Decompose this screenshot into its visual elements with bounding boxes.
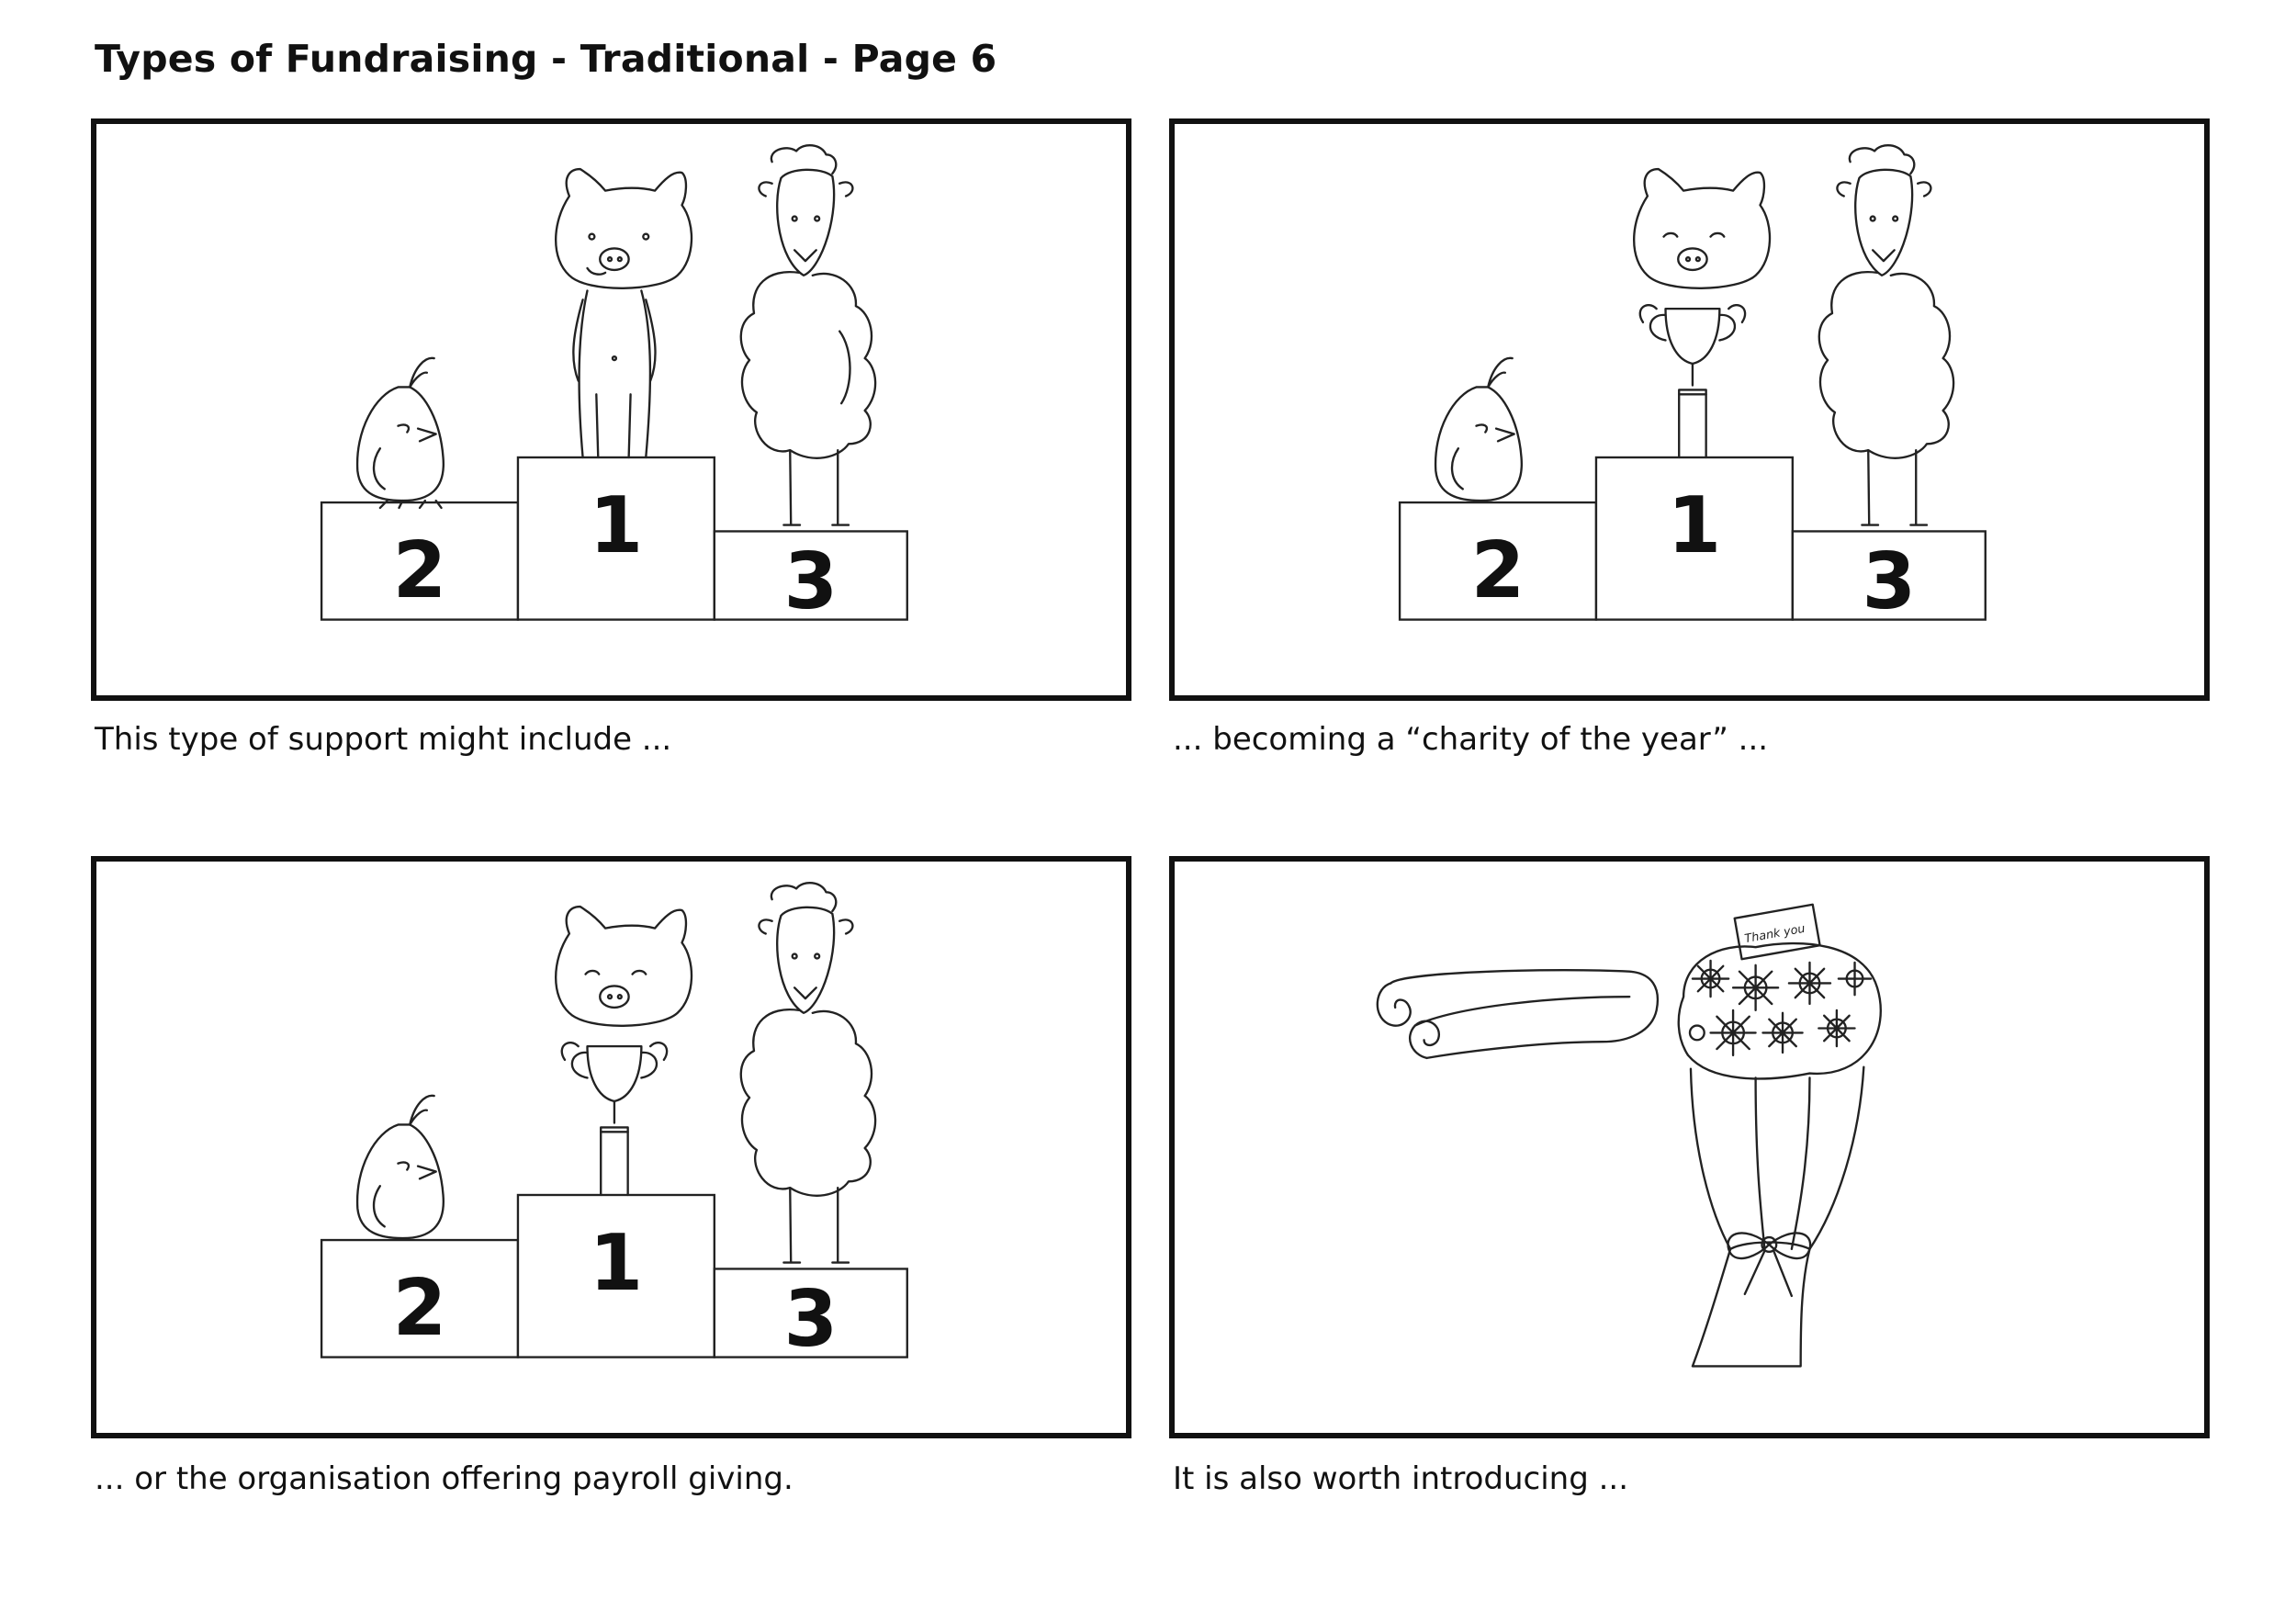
podium-trophy-illustration	[96, 862, 1126, 1433]
storyboard-panel-4	[1169, 856, 2210, 1438]
podium-number-3: 3	[783, 535, 838, 626]
pig-icon	[556, 169, 692, 457]
scroll-and-bouquet-illustration	[1175, 862, 2204, 1433]
storyboard-panel-2	[1169, 118, 2210, 701]
thank-you-card-text: Thank you	[1743, 921, 1806, 947]
chick-icon	[357, 1096, 444, 1238]
podium-number-2: 2	[392, 1263, 447, 1354]
pig-with-trophy-icon	[1634, 169, 1770, 457]
chick-icon	[357, 358, 444, 508]
podium-number-3: 3	[1862, 535, 1917, 626]
podium-number-1: 1	[1667, 480, 1722, 571]
podium-illustration	[96, 124, 1126, 695]
storyboard-panel-3	[91, 856, 1131, 1438]
podium-number-2: 2	[392, 525, 447, 616]
podium-number-1: 1	[589, 480, 644, 571]
chick-icon	[1435, 358, 1522, 501]
podium-number-3: 3	[783, 1273, 838, 1364]
bouquet-icon	[1679, 905, 1881, 1367]
podium-number-2: 2	[1470, 525, 1525, 616]
sheep-icon	[741, 883, 875, 1262]
scroll-icon	[1378, 970, 1658, 1058]
panel-1-caption: This type of support might include ...	[95, 721, 672, 758]
page-title: Types of Fundraising - Traditional - Page 6	[95, 37, 997, 81]
sheep-icon	[741, 145, 875, 524]
flower-cluster	[1679, 943, 1881, 1078]
storyboard-panel-1	[91, 118, 1131, 701]
panel-3-caption: ... or the organisation offering payroll giving.	[95, 1460, 793, 1497]
sheep-icon	[1819, 145, 1953, 524]
panel-2-caption: ... becoming a “charity of the year” ...	[1173, 721, 1769, 758]
podium-number-1: 1	[589, 1218, 644, 1309]
pig-with-trophy-icon	[556, 907, 692, 1195]
panel-4-caption: It is also worth introducing ...	[1173, 1460, 1629, 1497]
podium-trophy-illustration	[1175, 124, 2204, 695]
